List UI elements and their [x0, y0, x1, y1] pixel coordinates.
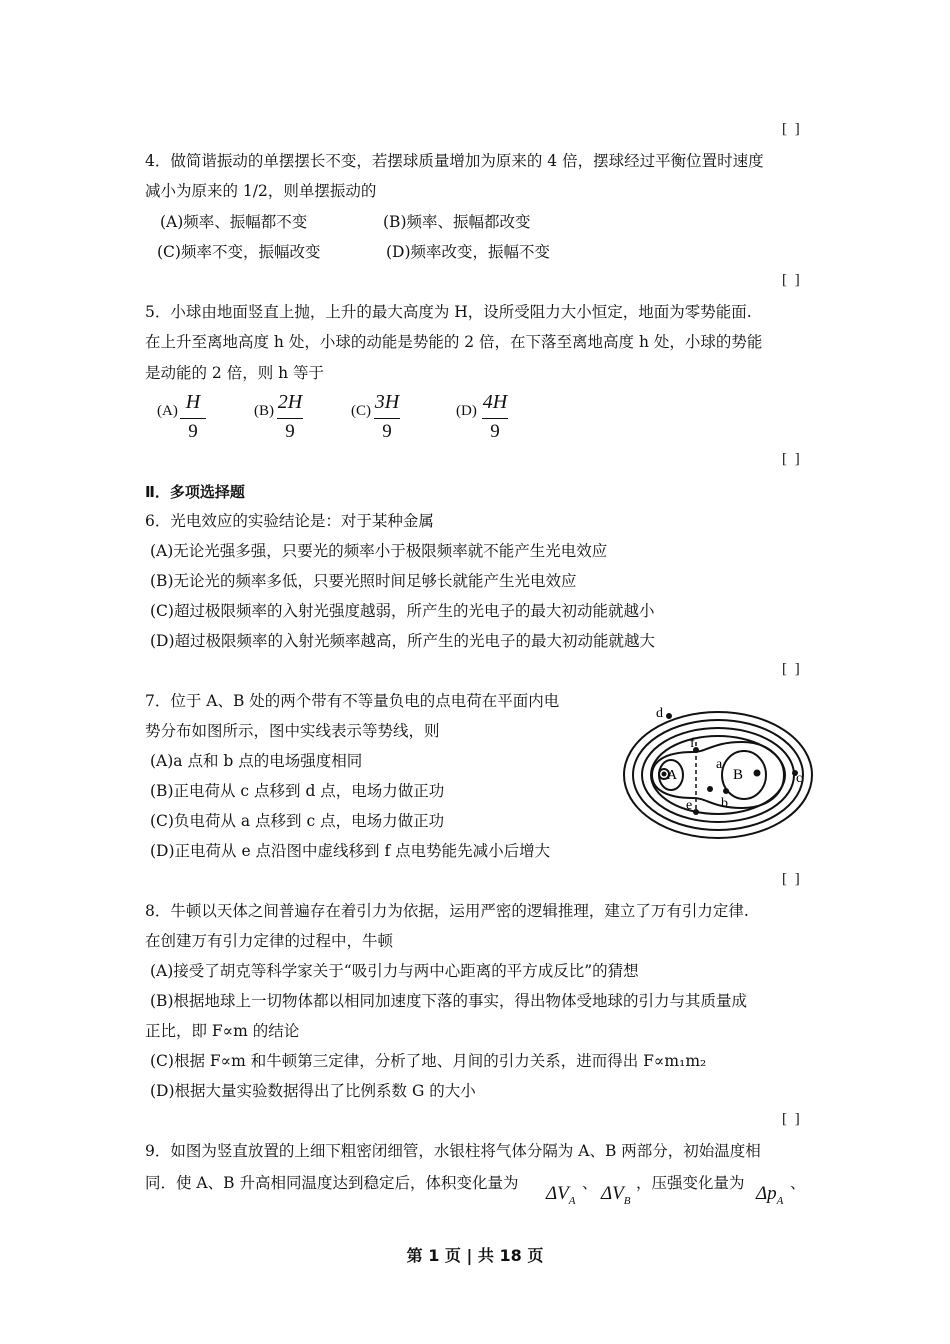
q4-option-a: (A)频率、振幅都不变	[160, 213, 308, 231]
q4-stem-line2: 减小为原来的 1/2，则单摆振动的	[145, 182, 377, 200]
q4-option-d: (D)频率改变，振幅不变	[386, 243, 551, 261]
svg-text:e: e	[686, 798, 693, 813]
section-heading: Ⅱ．多项选择题	[145, 483, 245, 501]
q8-option-d: (D)根据大量实验数据得出了比例系数 G 的大小	[150, 1082, 476, 1100]
q6-option-a: (A)无论光强多强，只要光的频率小于极限频率就不能产生光电效应	[150, 542, 608, 560]
q8-stem-line2: 在创建万有引力定律的过程中，牛顿	[145, 932, 394, 950]
q7-option-c: (C)负电荷从 a 点移到 c 点，电场力做正功	[150, 812, 445, 830]
svg-text:f: f	[690, 736, 695, 751]
q5-stem-line2: 在上升至离地高度 h 处，小球的动能是势能的 2 倍，在下落至离地高度 h 处，小球的势能	[145, 333, 763, 351]
q6-stem: 6．光电效应的实验结论是：对于某种金属	[145, 512, 434, 530]
q6-option-c: (C)超过极限频率的入射光强度越弱，所产生的光电子的最大初动能就越小	[150, 602, 655, 620]
q6-option-d: (D)超过极限频率的入射光频率越高，所产生的光电子的最大初动能就越大	[150, 632, 656, 650]
equipotential-figure	[615, 700, 815, 850]
q8-stem-line1: 8．牛顿以天体之间普遍存在着引力为依据，运用严密的逻辑推理，建立了万有引力定律.	[145, 902, 749, 920]
q8-option-b-line1: (B)根据地球上一切物体都以相同加速度下落的事实，得出物体受地球的引力与其质量成	[150, 992, 747, 1010]
q6-option-b: (B)无论光的频率多低，只要光照时间足够长就能产生光电效应	[150, 572, 577, 590]
answer-bracket: [ ]	[782, 121, 802, 137]
delta-pa: $\Delta p_A$	[756, 1183, 784, 1207]
delta-va: $\Delta V_A$	[546, 1183, 576, 1207]
q5-option-d: (D) 4H 9	[456, 391, 508, 442]
svg-text:a: a	[716, 757, 723, 772]
q9-stem-line2: 同．使 A、B 升高相同温度达到稳定后，体积变化量为	[145, 1174, 519, 1192]
page-footer: 第 1 页 | 共 18 页	[406, 1246, 544, 1265]
q5-option-c: (C) 3H 9	[351, 391, 400, 442]
q5-stem-line1: 5．小球由地面竖直上抛，上升的最大高度为 H，设所受阻力大小恒定，地面为零势能面.	[145, 303, 752, 321]
q5-stem-line3: 是动能的 2 倍，则 h 等于	[145, 364, 325, 382]
q7-option-b: (B)正电荷从 c 点移到 d 点，电场力做正功	[150, 782, 445, 800]
q5-option-a: (A) H 9	[157, 391, 217, 443]
answer-bracket: [ ]	[782, 661, 802, 677]
q4-option-b: (B)频率、振幅都改变	[383, 213, 531, 231]
answer-bracket: [ ]	[782, 1111, 802, 1127]
svg-text:b: b	[721, 796, 728, 811]
q7-option-d: (D)正电荷从 e 点沿图中虚线移到 f 点电势能先减小后增大	[150, 842, 551, 860]
q8-option-c: (C)根据 F∝m 和牛顿第三定律，分析了地、月间的引力关系，进而得出 F∝m₁m₂	[150, 1052, 707, 1070]
answer-bracket: [ ]	[782, 451, 802, 467]
answer-bracket: [ ]	[782, 871, 802, 887]
separator: 、	[582, 1174, 598, 1192]
svg-text:B: B	[733, 767, 744, 783]
q4-stem-line1: 4．做简谐振动的单摆摆长不变，若摆球质量增加为原来的 4 倍，摆球经过平衡位置时速度	[145, 152, 764, 170]
q9-stem-cont: ，压强变化量为	[636, 1174, 745, 1192]
q7-stem-line1: 7．位于 A、B 处的两个带有不等量负电的点电荷在平面内电	[145, 692, 560, 710]
svg-text:c: c	[796, 771, 803, 786]
q7-option-a: (A)a 点和 b 点的电场强度相同	[150, 752, 363, 770]
answer-bracket: [ ]	[782, 272, 802, 288]
delta-vb: $\Delta V_B$	[601, 1183, 631, 1207]
q8-option-b-line2: 正比，即 F∝m 的结论	[145, 1022, 300, 1040]
q7-stem-line2: 势分布如图所示，图中实线表示等势线，则	[145, 722, 440, 740]
svg-text:A: A	[667, 768, 678, 783]
svg-text:d: d	[656, 706, 663, 721]
q5-option-b: (B) 2H 9	[254, 391, 303, 442]
q8-option-a: (A)接受了胡克等科学家关于“吸引力与两中心距离的平方成反比”的猜想	[150, 962, 639, 980]
q9-stem-line1: 9．如图为竖直放置的上细下粗密闭细管，水银柱将气体分隔为 A、B 两部分，初始温度相	[145, 1142, 761, 1160]
separator: 、	[790, 1174, 806, 1192]
q4-option-c: (C)频率不变，振幅改变	[157, 243, 321, 261]
